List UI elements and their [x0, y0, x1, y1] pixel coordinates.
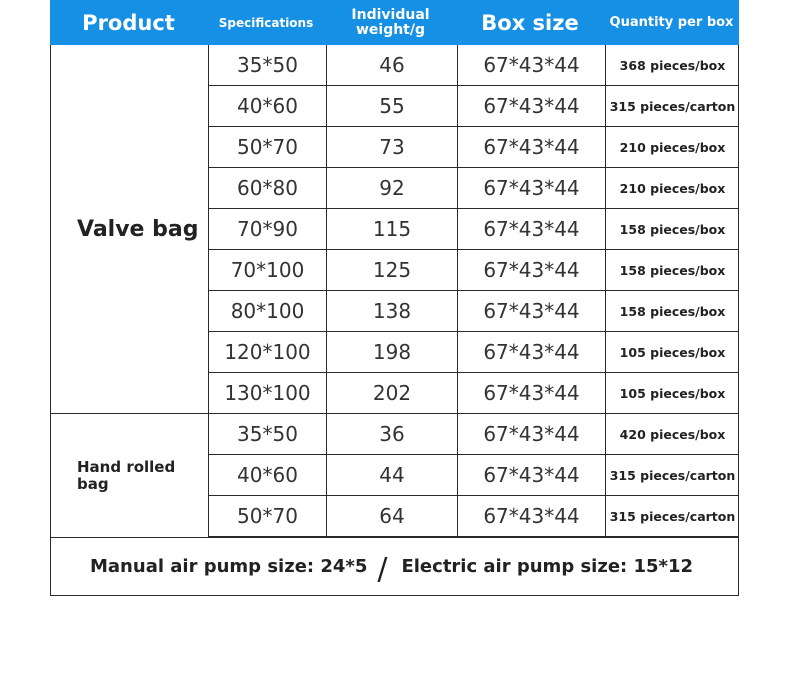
weight-cell: 138 — [326, 291, 457, 331]
spec-cell: 35*50 — [208, 414, 326, 454]
table-row — [208, 168, 739, 209]
weight-cell: 202 — [326, 373, 457, 413]
group-label-hand-rolled-bag: Hand rolled bag — [77, 457, 176, 493]
spec-cell: 40*60 — [208, 455, 326, 495]
table-row — [208, 45, 739, 86]
header-specifications: Specifications — [218, 15, 314, 30]
data-rows — [208, 45, 739, 537]
header-quantity: Quantity per box — [609, 15, 734, 30]
quantity-cell: 158 pieces/box — [605, 291, 739, 331]
weight-cell: 198 — [326, 332, 457, 372]
manual-pump-size: Manual air pump size: 24*5 — [90, 556, 368, 577]
box-size-cell: 67*43*44 — [457, 373, 605, 413]
weight-cell: 55 — [326, 86, 457, 126]
box-size-cell: 67*43*44 — [457, 291, 605, 331]
quantity-cell: 315 pieces/carton — [605, 496, 739, 536]
box-size-cell: 67*43*44 — [457, 455, 605, 495]
table-row — [208, 209, 739, 250]
weight-cell: 36 — [326, 414, 457, 454]
box-size-cell: 67*43*44 — [457, 209, 605, 249]
pump-size-footer — [51, 537, 738, 595]
table-row — [208, 496, 739, 537]
weight-cell: 44 — [326, 455, 457, 495]
spec-cell: 130*100 — [208, 373, 326, 413]
quantity-cell: 210 pieces/box — [605, 127, 739, 167]
table-row — [208, 455, 739, 496]
spec-cell: 50*70 — [208, 127, 326, 167]
quantity-cell: 368 pieces/box — [605, 45, 739, 85]
separator-slash: / — [377, 551, 388, 587]
box-size-cell: 67*43*44 — [457, 496, 605, 536]
quantity-cell: 105 pieces/box — [605, 373, 739, 413]
weight-cell: 46 — [326, 45, 457, 85]
quantity-cell: 158 pieces/box — [605, 209, 739, 249]
weight-cell: 125 — [326, 250, 457, 290]
box-size-cell: 67*43*44 — [457, 168, 605, 208]
box-size-cell: 67*43*44 — [457, 86, 605, 126]
quantity-cell: 420 pieces/box — [605, 414, 739, 454]
quantity-cell: 158 pieces/box — [605, 250, 739, 290]
weight-cell: 73 — [326, 127, 457, 167]
spec-cell: 40*60 — [208, 86, 326, 126]
product-spec-table — [50, 0, 739, 596]
spec-cell: 50*70 — [208, 496, 326, 536]
table-header — [50, 0, 739, 45]
header-box-size: Box size — [481, 10, 579, 35]
quantity-cell: 210 pieces/box — [605, 168, 739, 208]
table-row — [208, 332, 739, 373]
spec-cell: 80*100 — [208, 291, 326, 331]
table-row — [208, 86, 739, 127]
box-size-cell: 67*43*44 — [457, 250, 605, 290]
group-label-valve-bag: Valve bag — [77, 217, 199, 242]
weight-cell: 115 — [326, 209, 457, 249]
quantity-cell: 315 pieces/carton — [605, 86, 739, 126]
electric-pump-size: Electric air pump size: 15*12 — [401, 556, 694, 577]
box-size-cell: 67*43*44 — [457, 332, 605, 372]
box-size-cell: 67*43*44 — [457, 414, 605, 454]
table-body — [50, 45, 739, 596]
table-row — [208, 373, 739, 414]
weight-cell: 64 — [326, 496, 457, 536]
quantity-cell: 105 pieces/box — [605, 332, 739, 372]
header-product: Product — [82, 10, 175, 35]
box-size-cell: 67*43*44 — [457, 45, 605, 85]
spec-cell: 60*80 — [208, 168, 326, 208]
table-row — [208, 291, 739, 332]
header-weight: Individual weight/g — [351, 6, 430, 38]
box-size-cell: 67*43*44 — [457, 127, 605, 167]
spec-cell: 120*100 — [208, 332, 326, 372]
weight-cell: 92 — [326, 168, 457, 208]
table-row — [208, 250, 739, 291]
table-row — [208, 127, 739, 168]
table-row — [208, 414, 739, 455]
spec-cell: 70*90 — [208, 209, 326, 249]
spec-cell: 70*100 — [208, 250, 326, 290]
spec-cell: 35*50 — [208, 45, 326, 85]
quantity-cell: 315 pieces/carton — [605, 455, 739, 495]
